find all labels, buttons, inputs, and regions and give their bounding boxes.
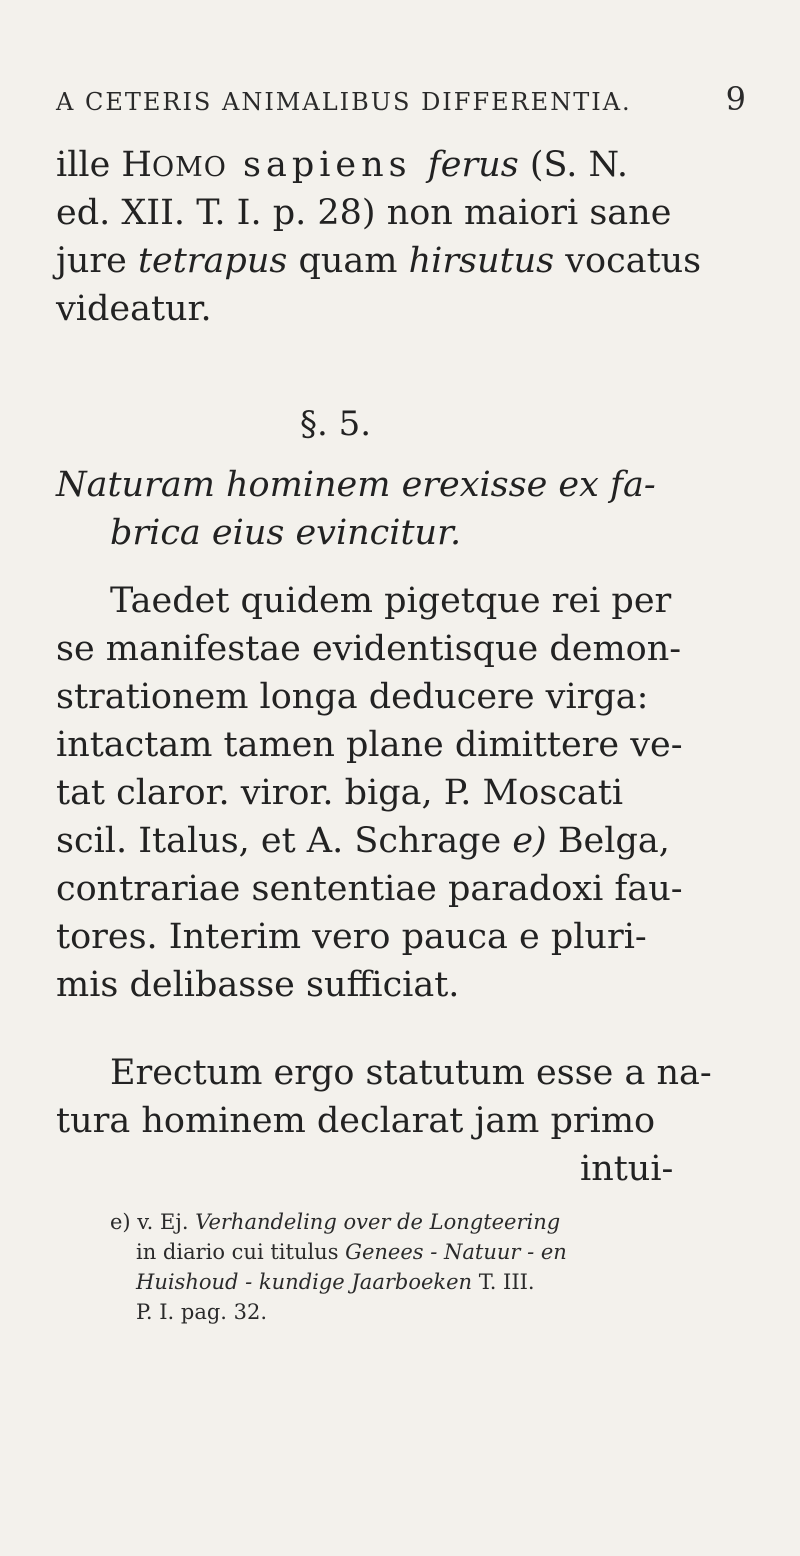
footnote-line — [136, 1242, 567, 1263]
text-line: se manifestae evidentisque demon- — [56, 629, 682, 669]
text-line — [56, 241, 702, 281]
spaced-span: sapiens — [226, 145, 428, 185]
footnote-line: P. I. pag. 32. — [136, 1300, 268, 1324]
italic-span: Genees - Natuur - en — [345, 1240, 567, 1264]
running-header — [56, 80, 746, 118]
italic-span: Verhandeling over de Longteering — [195, 1210, 561, 1234]
text-span: jure — [56, 241, 138, 281]
catchword: intui- — [580, 1149, 674, 1189]
text-line: tat claror. viror. biga, P. Moscati — [56, 773, 624, 813]
italic-span: hirsutus — [408, 241, 555, 281]
text-line — [56, 145, 628, 185]
text-line — [56, 821, 670, 861]
text-line: strationem longa deducere virga: — [56, 677, 649, 717]
text-span: scil. Italus, et A. Schrage — [56, 821, 513, 861]
section-number: §. 5. — [300, 404, 372, 444]
text-line: contrariae sententiae paradoxi fau- — [56, 869, 683, 909]
text-span: quam — [287, 241, 409, 281]
italic-span: ferus — [427, 145, 519, 185]
text-line: Erectum ergo statutum esse a na- — [110, 1053, 712, 1093]
text-span: T. III. — [472, 1270, 535, 1294]
italic-span: tetrapus — [137, 241, 288, 281]
footnote-line — [136, 1272, 535, 1293]
text-span: Belga, — [546, 821, 670, 861]
page-number: 9 — [725, 80, 746, 118]
footnote-line — [110, 1212, 560, 1233]
text-span: (S. N. — [518, 145, 628, 185]
text-line: ed. XII. T. I. p. 28) non maiori sane — [56, 193, 672, 233]
running-title: A CETERIS ANIMALIBUS DIFFERENTIA. — [56, 88, 632, 116]
text-line: intactam tamen plane dimittere ve- — [56, 725, 683, 765]
footnote-marker: e) — [512, 821, 547, 861]
text-line: mis delibasse sufficiat. — [56, 965, 460, 1005]
text-line: videatur. — [56, 289, 212, 329]
text-span: vocatus — [554, 241, 702, 281]
text-span: in diario cui titulus — [136, 1240, 346, 1264]
text-span: e) v. Ej. — [110, 1210, 196, 1234]
text-span: ille H — [56, 145, 152, 185]
text-line: Taedet quidem pigetque rei per — [110, 581, 672, 621]
text-line: tores. Interim vero pauca e pluri- — [56, 917, 647, 957]
section-heading-line-1: Naturam hominem erexisse ex fa- — [56, 465, 656, 505]
small-caps-span: OMO — [151, 152, 227, 183]
text-line: tura hominem declarat jam primo — [56, 1101, 656, 1141]
section-heading-line-2: brica eius evincitur. — [110, 513, 462, 553]
italic-span: Huishoud - kundige Jaarboeken — [136, 1270, 473, 1294]
